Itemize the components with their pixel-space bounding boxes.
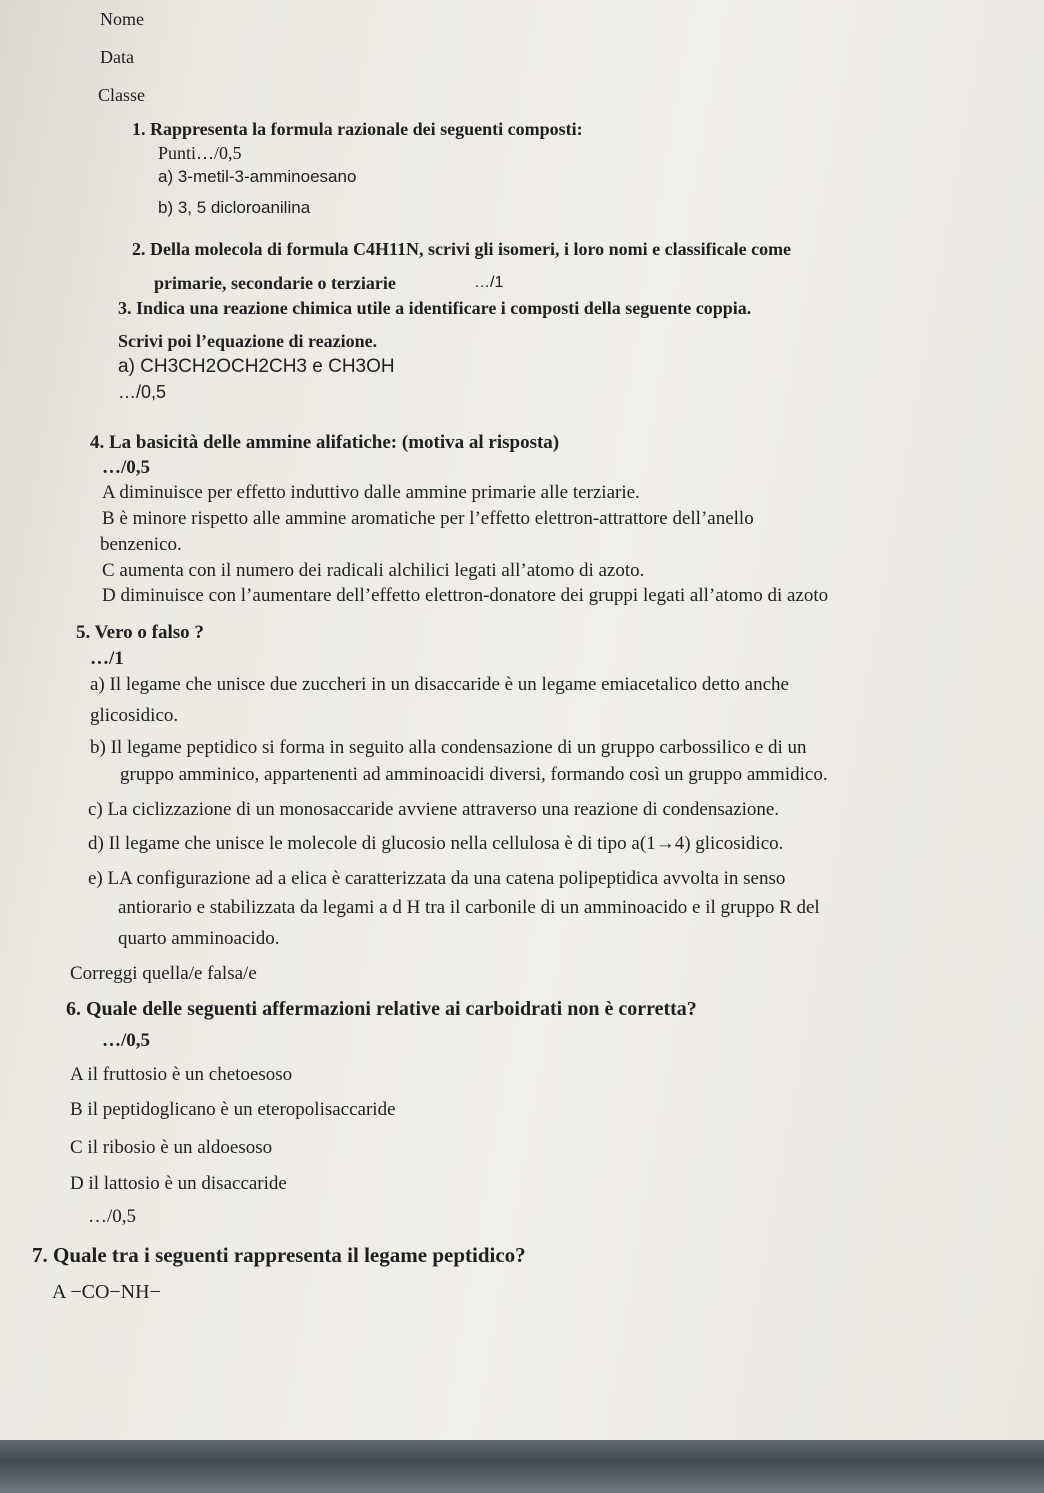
header-nome: Nome [100,9,144,29]
q3-item-a: a) CH3CH2OCH2CH3 e CH3OH [118,356,395,377]
q5-item-e-line1: e) LA configurazione ad a elica è caratterizzata da una catena polipeptidica avvolta in senso [88,868,786,889]
q6-points-2: …/0,5 [88,1206,137,1227]
q4-option-b-line2: benzenico. [100,534,182,555]
q3-line2: Scrivi poi l’equazione di reazione. [118,331,378,351]
q4-option-b-line1: B è minore rispetto alle ammine aromatiche per l’effetto elettron-attrattore dell’anello [102,508,754,529]
q3-points: …/0,5 [118,382,167,402]
q4-option-d: D diminuisce con l’aumentare dell’effetto elettron-donatore dei gruppi legati all’atomo di azoto [102,585,829,606]
q5-correct-instruction: Correggi quella/e falsa/e [70,963,257,984]
q5-item-d: d) Il legame che unisce le molecole di glucosio nella cellulosa è di tipo a(1→4) glicosidico. [88,833,784,854]
q4-option-a: A diminuisce per effetto induttivo dalle ammine primarie alle terziarie. [102,482,640,503]
q5-item-a-line1: a) Il legame che unisce due zuccheri in un disaccaride è un legame emiacetalico detto anche [90,674,789,695]
q5-points: …/1 [90,648,124,669]
q5-item-e-line3: quarto amminoacido. [118,928,280,949]
q4-option-c: C aumenta con il numero dei radicali alchilici legati all’atomo di azoto. [102,560,645,581]
header-classe: Classe [98,85,145,105]
q1-points: Punti…/0,5 [158,143,242,163]
q4-title: 4. La basicità delle ammine alifatiche: (motiva al risposta) [90,432,560,453]
q1-item-b: b) 3, 5 dicloroanilina [158,198,311,217]
q5-item-b-line2: gruppo amminico, appartenenti ad amminoacidi diversi, formando così un gruppo ammidico. [120,764,828,785]
q5-title: 5. Vero o falso ? [76,622,204,643]
q5-item-a-line2: glicosidico. [90,705,179,726]
q5-item-b-line1: b) Il legame peptidico si forma in seguito alla condensazione di un gruppo carbossilico e di un [90,737,807,758]
q7-title: 7. Quale tra i seguenti rappresenta il legame peptidico? [32,1243,526,1267]
q7-option-a: A −CO−NH− [52,1281,161,1303]
q2-points: …/1 [474,274,504,291]
q1-item-a: a) 3-metil-3-amminoesano [158,167,357,186]
q4-points: …/0,5 [102,457,151,478]
table-surface [0,1440,1044,1493]
q6-option-a: A il fruttosio è un chetoesoso [70,1064,293,1085]
q6-title: 6. Quale delle seguenti affermazioni relative ai carboidrati non è corretta? [66,998,697,1020]
q2-line2: primarie, secondarie o terziarie [154,273,396,293]
q5-item-e-line2: antiorario e stabilizzata da legami a d H tra il carbonile di un amminoacido e il gruppo R del [118,897,820,918]
q2-line1: 2. Della molecola di formula C4H11N, scrivi gli isomeri, i loro nomi e classificale come [132,239,792,259]
q5-item-c: c) La ciclizzazione di un monosaccaride avviene attraverso una reazione di condensazione. [88,799,780,820]
header-data: Data [100,47,134,67]
q6-points: …/0,5 [102,1030,151,1051]
q3-line1: 3. Indica una reazione chimica utile a identificare i composti della seguente coppia. [118,298,752,318]
q6-option-d: D il lattosio è un disaccaride [70,1173,287,1194]
q6-option-c: C il ribosio è un aldoesoso [70,1137,273,1158]
q1-title: 1. Rappresenta la formula razionale dei seguenti composti: [132,119,583,139]
q6-option-b: B il peptidoglicano è un eteropolisaccaride [70,1099,396,1120]
